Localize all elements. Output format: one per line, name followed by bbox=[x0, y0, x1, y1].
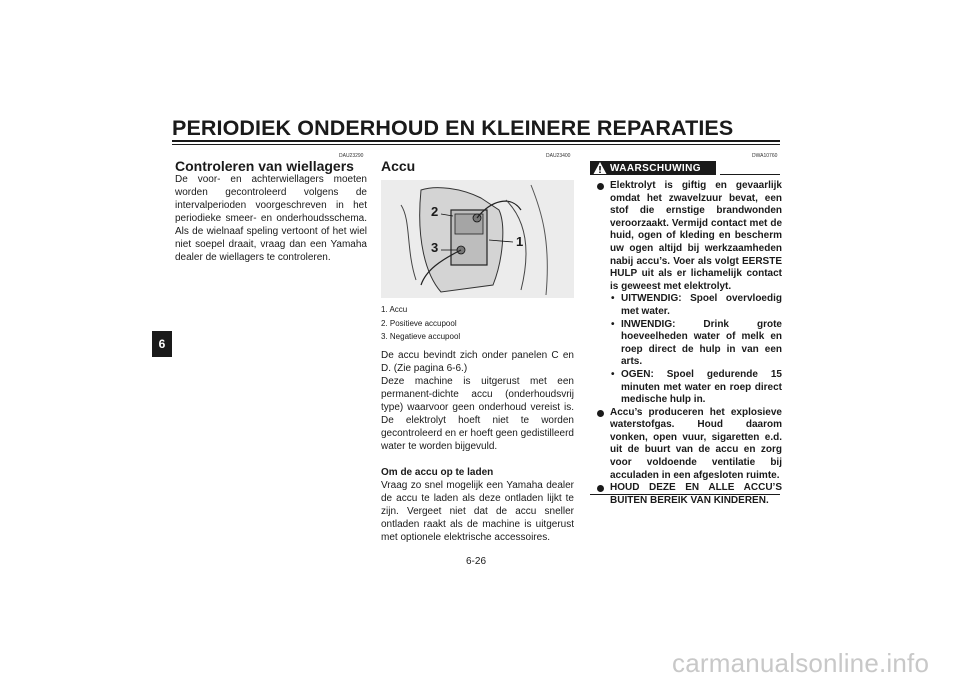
page-number: 6-26 bbox=[466, 556, 487, 567]
warning-triangle-icon bbox=[593, 161, 607, 175]
figure-callout-2: 2 bbox=[431, 204, 439, 219]
charging-subheading: Om de accu op te laden bbox=[381, 467, 494, 478]
watermark: carmanualsonline.info bbox=[672, 648, 930, 678]
warning-banner bbox=[590, 161, 780, 175]
chapter-tab: 6 bbox=[152, 331, 172, 357]
legend-item: 2. Positieve accupool bbox=[381, 318, 457, 328]
bullet-icon bbox=[597, 485, 604, 492]
header-rule bbox=[172, 140, 780, 142]
charging-paragraph: Vraag zo snel mogelijk een Yamaha dealer de accu te laden als deze ontladen lijkt te zijn. Vergeet niet dat de accu sneller ontladen raakt als de machine is uitgerust met optionele elektrische accessoires. bbox=[381, 480, 574, 543]
section-code-battery: DAU23400 bbox=[546, 153, 571, 159]
bullet-icon bbox=[597, 183, 604, 190]
battery-text bbox=[381, 349, 574, 544]
warning-rule bbox=[720, 174, 780, 175]
warning-subitem-text: OGEN: Spoel gedurende 15 minuten met water en roep direct medische hulp in. bbox=[621, 368, 782, 406]
legend-item: 1. Accu bbox=[381, 305, 408, 314]
wheel-bearings-text bbox=[175, 173, 367, 264]
section-heading-wheel-bearings: Controleren van wiellagers bbox=[175, 158, 354, 174]
battery-location-paragraph: De accu bevindt zich onder panelen C en D. (Zie pagina 6-6.) bbox=[381, 350, 574, 374]
warning-subitem-text: UITWENDIG: Spoel overvloedig met water. bbox=[621, 293, 782, 317]
section-heading-battery: Accu bbox=[381, 158, 416, 174]
bullet-dot-icon: • bbox=[611, 293, 615, 305]
header-rule-thin bbox=[172, 144, 780, 145]
warning-code: DWA10760 bbox=[752, 153, 778, 159]
battery-illustration bbox=[381, 180, 574, 298]
section-code-wheel-bearings: DAU23290 bbox=[339, 153, 364, 159]
battery-figure bbox=[381, 180, 574, 298]
bullet-dot-icon: • bbox=[611, 368, 615, 380]
warning-subitem bbox=[596, 293, 782, 318]
warning-label: WAARSCHUWING bbox=[610, 162, 701, 174]
warning-bottom-rule bbox=[590, 494, 780, 495]
warning-subitem bbox=[596, 319, 782, 369]
wheel-bearings-paragraph: De voor- en achterwiellagers moeten worden gecontroleerd volgens de intervalperioden voorgeschreven in het periodieke smeer- en onderhoudsschema. Als de wielnaaf speling vertoont of het wiel niet soepel draait, vraag dan een Yamaha dealer de wiellagers te controleren. bbox=[175, 174, 367, 263]
figure-legend bbox=[381, 303, 460, 344]
warning-label-box bbox=[590, 161, 716, 175]
bullet-dot-icon: • bbox=[611, 318, 615, 330]
figure-callout-3: 3 bbox=[431, 240, 439, 255]
battery-maintenance-paragraph: Deze machine is uitgerust met een permanent-dichte accu (onderhoudsvrij type) waarvoor geen onderhoud vereist is. De elektrolyt hoeft niet te worden gecontroleerd en er hoeft geen gedistilleerd water te worden bijgevuld. bbox=[381, 376, 574, 452]
bullet-icon bbox=[597, 410, 604, 417]
legend-item: 3. Negatieve accupool bbox=[381, 332, 461, 341]
figure-callout-1: 1 bbox=[516, 234, 524, 249]
warning-item-text: HOUD DEZE EN ALLE ACCU’S BUITEN BEREIK VAN KINDEREN. bbox=[610, 482, 782, 506]
warning-item bbox=[596, 407, 782, 483]
warning-item bbox=[596, 180, 782, 293]
warning-subitem bbox=[596, 369, 782, 407]
warning-item-text: Accu’s produceren het explosieve waterstofgas. Houd daarom vonken, open vuur, sigaretten e.d. uit de buurt van de accu en zorg voor voldoende ventilatie bij acculaden in een afgesloten ruimte. bbox=[610, 406, 782, 481]
warning-subitem-text: INWENDIG: Drink grote hoeveelheden water of melk en roep direct de hulp in van een arts. bbox=[621, 318, 782, 368]
page-title: PERIODIEK ONDERHOUD EN KLEINERE REPARATIES bbox=[172, 116, 734, 140]
warning-list bbox=[596, 180, 782, 507]
warning-item-text: Elektrolyt is giftig en gevaarlijk omdat het zwavelzuur bevat, een stof die ernstige brandwonden veroorzaakt. Vermijd contact met de huid, ogen of kleding en bescherm uw ogen altijd bij werkzaamheden nabij accu’s. Voer als volgt EERSTE HULP uit als er lichamelijk contact is geweest met elektrolyt. bbox=[610, 180, 782, 292]
